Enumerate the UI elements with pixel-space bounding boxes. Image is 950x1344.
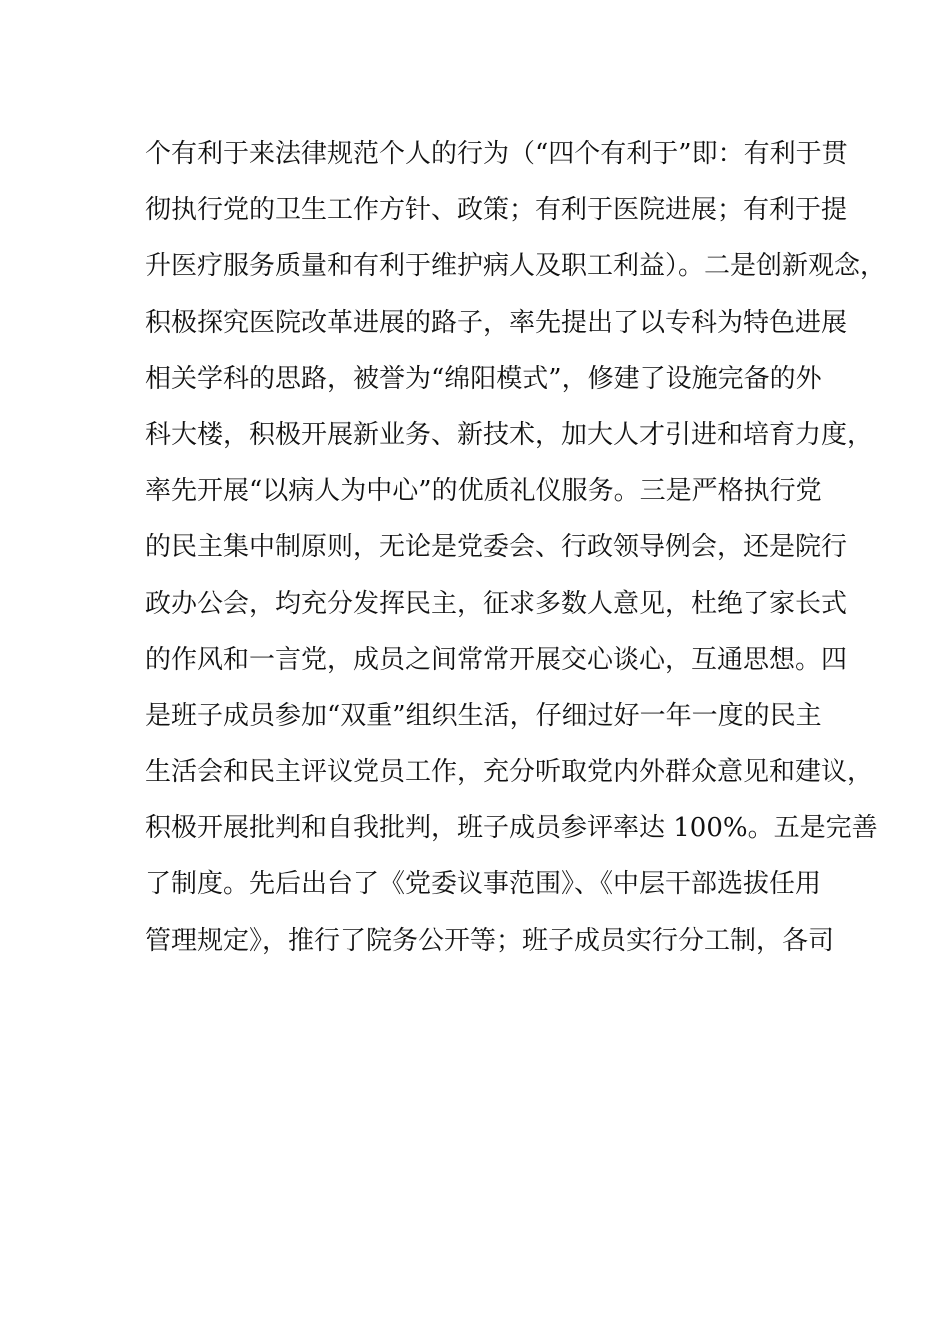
text-line: 是班子成员参加“双重”组织生活，仔细过好一年一度的民主 — [145, 700, 822, 731]
text-line: 积极开展批判和自我批判，班子成员参评率达 100%。五是完善 — [145, 813, 878, 844]
text-line: 的民主集中制原则，无论是党委会、行政领导例会，还是院行 — [145, 532, 848, 563]
text-line: 的作风和一言党，成员之间常常开展交心谈心，互通思想。四 — [145, 644, 848, 675]
text-line: 生活会和民主评议党员工作，充分听取党内外群众意见和建议， — [145, 757, 874, 788]
text-line: 科大楼，积极开展新业务、新技术，加大人才引进和培育力度， — [145, 419, 874, 450]
text-line: 升医疗服务质量和有利于维护病人及职工利益）。二是创新观念， — [145, 251, 887, 282]
text-line: 率先开展“以病人为中心”的优质礼仪服务。三是严格执行党 — [145, 476, 822, 507]
text-line: 彻执行党的卫生工作方针、政策；有利于医院进展；有利于提 — [145, 195, 848, 226]
text-line: 相关学科的思路，被誉为“绵阳模式”，修建了设施完备的外 — [145, 363, 822, 394]
text-line: 管理规定》，推行了院务公开等；班子成员实行分工制，各司 — [145, 925, 835, 956]
text-line: 积极探究医院改革进展的路子，率先提出了以专科为特色进展 — [145, 307, 848, 338]
text-line: 政办公会，均充分发挥民主，征求多数人意见，杜绝了家长式 — [145, 588, 848, 619]
body-paragraph — [145, 130, 887, 973]
text-line: 个有利于来法律规范个人的行为（“四个有利于”即：有利于贯 — [145, 139, 848, 169]
text-line: 了制度。先后出台了《党委议事范围》、《中层干部选拔任用 — [145, 869, 822, 900]
